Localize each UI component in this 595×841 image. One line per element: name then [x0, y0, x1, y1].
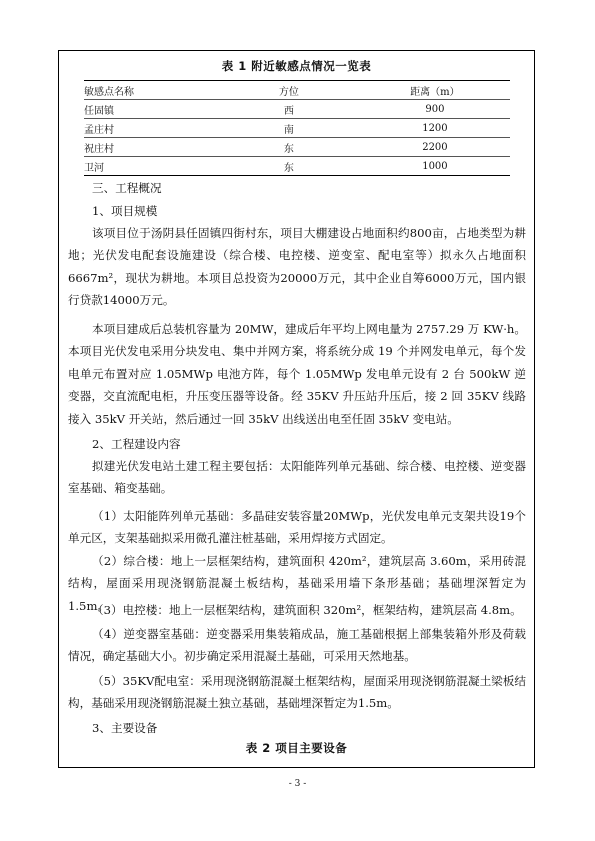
paragraph-distribution-room: （5）35KV配电室：采用现浇钢筋混凝土框架结构，屋面采用现浇钢筋混凝土梁板结构，基础采用现浇钢筋混凝土独立基础，基础埋深暂定为1.5m。: [68, 674, 526, 711]
table2-title: 表 2 项目主要设备: [245, 741, 348, 755]
paragraph-civil-works: 拟建光伏发电站土建工程主要包括：太阳能阵列单元基础、综合楼、电控楼、逆变器室基础、箱变基础。: [68, 459, 526, 496]
cell-direction: 东: [218, 157, 360, 176]
col-header-direction: 方位: [218, 81, 360, 100]
page-number: - 3 -: [288, 779, 307, 789]
paragraph-capacity: 本项目建成后总装机容量为 20MW，建成后年平均上网电量为 2757.29 万 KW·h。本项目光伏发电采用分块发电、集中并网方案，将系统分成 19 个并网发电单元，每个发电单元布置对应 1.05MWp 电池方阵，每个 1.05MWp 发电单元设有 2 台 500kW 逆变器，交直流配电柜，升压变压器等设备。经 35KV 升压站升压后，接 2 回 35KV 线路接入 35kV 开关站，然后通过一回 35kV 出线送出电至任固 35kV 变电站。: [68, 322, 526, 426]
sensitive-points-table: [84, 80, 510, 176]
paragraph-solar-array: （1）太阳能阵列单元基础：多晶硅安装容量20MWp，光伏发电单元支架共设19个单元区，支架基础拟采用微孔灌注桩基础，采用焊接方式固定。: [68, 509, 526, 546]
paragraph-complex-building: （2）综合楼：地上一层框架结构，建筑面积 420m²，建筑层高 3.60m，采用砖混结构，屋面采用现浇钢筋混凝土板结构，基础采用墙下条形基础；基础埋深暂定为 1.5m。: [68, 554, 526, 613]
table1-title: 表 1 附近敏感点情况一览表: [221, 59, 372, 73]
table-row: [84, 138, 510, 157]
table-row: [84, 100, 510, 119]
col-header-name: 敏感点名称: [84, 81, 218, 100]
cell-distance: 900: [360, 100, 510, 119]
cell-name: 任固镇: [84, 100, 218, 119]
cell-name: 祝庄村: [84, 138, 218, 157]
cell-direction: 南: [218, 119, 360, 138]
subsection-heading-scale: 1、项目规模: [92, 204, 158, 218]
paragraph-control-building: （3）电控楼：地上一层框架结构，建筑面积 320m²，框架结构，建筑层高 4.8m。: [92, 603, 522, 617]
cell-name: 卫河: [84, 157, 218, 176]
table-row: [84, 119, 510, 138]
cell-distance: 2200: [360, 138, 510, 157]
paragraph-project-location: 该项目位于汤阴县任固镇四街村东，项目大棚建设占地面积约800亩，占地类型为耕地；光伏发电配套设施建设（综合楼、电控楼、逆变室、配电室等）拟永久占地面积6667m²，现状为耕地。本项目总投资为20000万元，其中企业自筹6000万元，国内银行贷款14000万元。: [68, 226, 526, 308]
paragraph-inverter-room: （4）逆变器室基础：逆变器采用集装箱成品，施工基础根据上部集装箱外形及荷载情况，确定基础大小。初步确定采用混凝土基础，可采用天然地基。: [68, 627, 526, 664]
table-row: [84, 157, 510, 176]
table-header-row: [84, 81, 510, 100]
cell-direction: 东: [218, 138, 360, 157]
cell-direction: 西: [218, 100, 360, 119]
cell-distance: 1200: [360, 119, 510, 138]
col-header-distance: 距离（m）: [360, 81, 510, 100]
subsection-heading-equipment: 3、主要设备: [92, 721, 158, 735]
cell-distance: 1000: [360, 157, 510, 176]
subsection-heading-construction: 2、工程建设内容: [92, 437, 181, 451]
cell-name: 孟庄村: [84, 119, 218, 138]
section-heading-project-overview: 三、工程概况: [92, 181, 162, 195]
